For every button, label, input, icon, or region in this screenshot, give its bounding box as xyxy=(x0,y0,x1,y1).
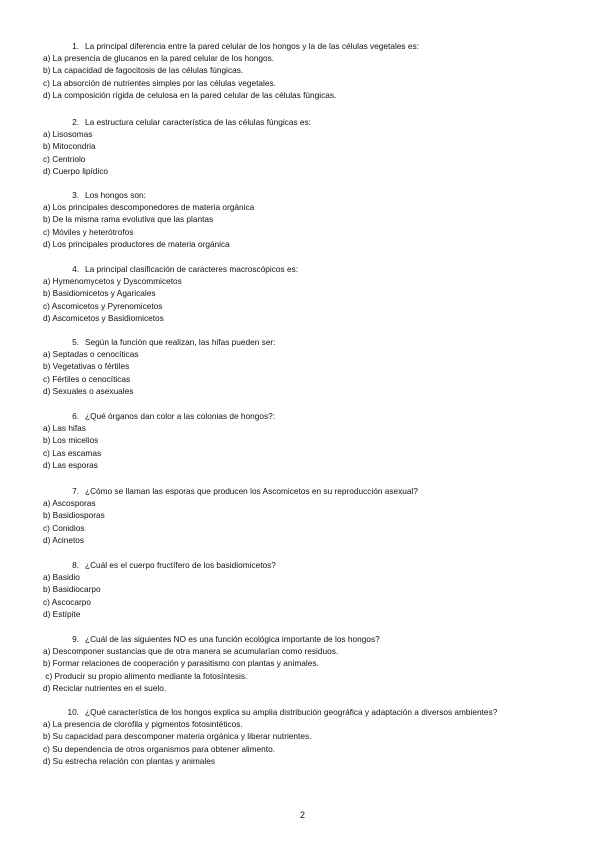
option-a: a) La presencia de clorofila y pigmentos fotosintéticos. xyxy=(43,719,243,730)
option-d: d) La composición rígida de celulosa en la pared celular de las células fúngicas. xyxy=(43,89,337,100)
question-text: ¿Qué órganos dan color a las colonias de hongos?: xyxy=(85,411,276,421)
question-2 xyxy=(43,116,563,177)
option-b: b) Formar relaciones de cooperación y parasitismo con plantas y animales. xyxy=(43,658,319,669)
question-5 xyxy=(43,336,563,397)
question-text: Según la función que realizan, las hifas pueden ser: xyxy=(85,337,276,347)
option-b: b) Vegetativas o fértiles xyxy=(43,361,130,372)
question-title xyxy=(43,706,563,718)
option-b: b) Su capacidad para descomponer materia orgánica y liberar nutrientes. xyxy=(43,731,312,742)
question-number: 1. xyxy=(72,41,79,51)
option-d: d) Acinetos xyxy=(43,534,85,545)
option-c: c) Ascomicetos y Pyrenomicetos xyxy=(43,300,163,311)
question-text: ¿Qué característica de los hongos explica su amplia distribución geográfica y adaptación a diversos ambientes? xyxy=(85,707,498,717)
question-3 xyxy=(43,189,563,250)
question-text: ¿Cómo se llaman las esporas que producen los Ascomicetos en su reproducción asexual? xyxy=(85,486,418,496)
option-c: c) Conidios xyxy=(43,522,85,533)
question-title xyxy=(43,116,563,128)
question-number: 7. xyxy=(72,486,79,496)
question-number: 5. xyxy=(72,337,79,347)
option-a: a) Lisosomas xyxy=(43,129,93,140)
question-text: La principal diferencia entre la pared celular de los hongos y la de las células vegetales es: xyxy=(85,41,419,51)
option-b: b) Los micelios xyxy=(43,435,99,446)
question-4 xyxy=(43,263,563,324)
option-a: a) Hymenomycetos y Dyscommicetos xyxy=(43,276,182,287)
page-number: 2 xyxy=(300,810,306,820)
option-d: d) Reciclar nutrientes en el suelo. xyxy=(43,682,167,693)
option-b: b) Basidiomicetos y Agaricales xyxy=(43,288,156,299)
question-title xyxy=(43,189,563,201)
question-number: 3. xyxy=(72,190,79,200)
question-number: 9. xyxy=(72,634,79,644)
option-a: a) La presencia de glucanos en la pared celular de los hongos. xyxy=(43,53,275,64)
question-title xyxy=(43,410,563,422)
option-d: d) Su estrecha relación con plantas y animales xyxy=(43,755,216,766)
option-a: a) Ascosporas xyxy=(43,498,96,509)
question-1 xyxy=(43,40,563,101)
question-9 xyxy=(43,633,563,694)
option-d: d) Cuerpo lipídico xyxy=(43,165,109,176)
question-number: 6. xyxy=(72,411,79,421)
question-title xyxy=(43,633,563,645)
option-c: c) Su dependencia de otros organismos para obtener alimento. xyxy=(43,743,275,754)
option-c: c) Móviles y heterótrofos xyxy=(43,226,134,237)
option-d: d) Estípite xyxy=(43,608,81,619)
question-number: 8. xyxy=(72,560,79,570)
question-10 xyxy=(43,706,563,767)
option-c: c) Las escamas xyxy=(43,447,102,458)
question-text: ¿Cuál de las siguientes NO es una función ecológica importante de los hongos? xyxy=(85,634,380,644)
question-6 xyxy=(43,410,563,471)
option-b: b) Basidiocarpo xyxy=(43,584,101,595)
option-c: c) Producir su propio alimento mediante la fotosíntesis. xyxy=(43,670,248,681)
option-a: a) Descomponer sustancias que de otra manera se acumularían como residuos. xyxy=(43,646,339,657)
question-title xyxy=(43,40,563,52)
question-text: ¿Cuál es el cuerpo fructífero de los basidiomicetos? xyxy=(85,560,276,570)
option-b: b) La capacidad de fagocitosis de las células fúngicas. xyxy=(43,65,244,76)
option-c: c) Centriolo xyxy=(43,153,86,164)
question-text: Los hongos son: xyxy=(85,190,146,200)
option-d: d) Ascomicetos y Basidiomicetos xyxy=(43,312,164,323)
option-b: b) Basidiosporas xyxy=(43,510,105,521)
option-d: d) Los principales productores de materia orgánica xyxy=(43,238,230,249)
option-d: d) Sexuales o asexuales xyxy=(43,385,134,396)
option-c: c) Ascocarpo xyxy=(43,596,91,607)
option-b: b) De la misma rama evolutiva que las plantas xyxy=(43,214,214,225)
question-title xyxy=(43,336,563,348)
question-7 xyxy=(43,485,563,546)
question-text: La principal clasificación de caracteres macroscópicos es: xyxy=(85,264,299,274)
question-text: La estructura celular característica de las células fúngicas es: xyxy=(85,117,311,127)
question-number: 4. xyxy=(72,264,79,274)
question-title xyxy=(43,559,563,571)
option-b: b) Mitocondria xyxy=(43,141,96,152)
option-c: c) Fértiles o cenocíticas xyxy=(43,373,131,384)
question-title xyxy=(43,263,563,275)
option-c: c) La absorción de nutrientes simples por las células vegetales. xyxy=(43,77,276,88)
option-a: a) Basidio xyxy=(43,572,80,583)
option-a: a) Las hifas xyxy=(43,423,86,434)
question-number: 10. xyxy=(67,707,79,717)
option-d: d) Las esporas xyxy=(43,459,98,470)
option-a: a) Septadas o cenocíticas xyxy=(43,349,139,360)
option-a: a) Los principales descomponedores de materia orgánica xyxy=(43,202,255,213)
question-title xyxy=(43,485,563,497)
question-number: 2. xyxy=(72,117,79,127)
question-8 xyxy=(43,559,563,620)
